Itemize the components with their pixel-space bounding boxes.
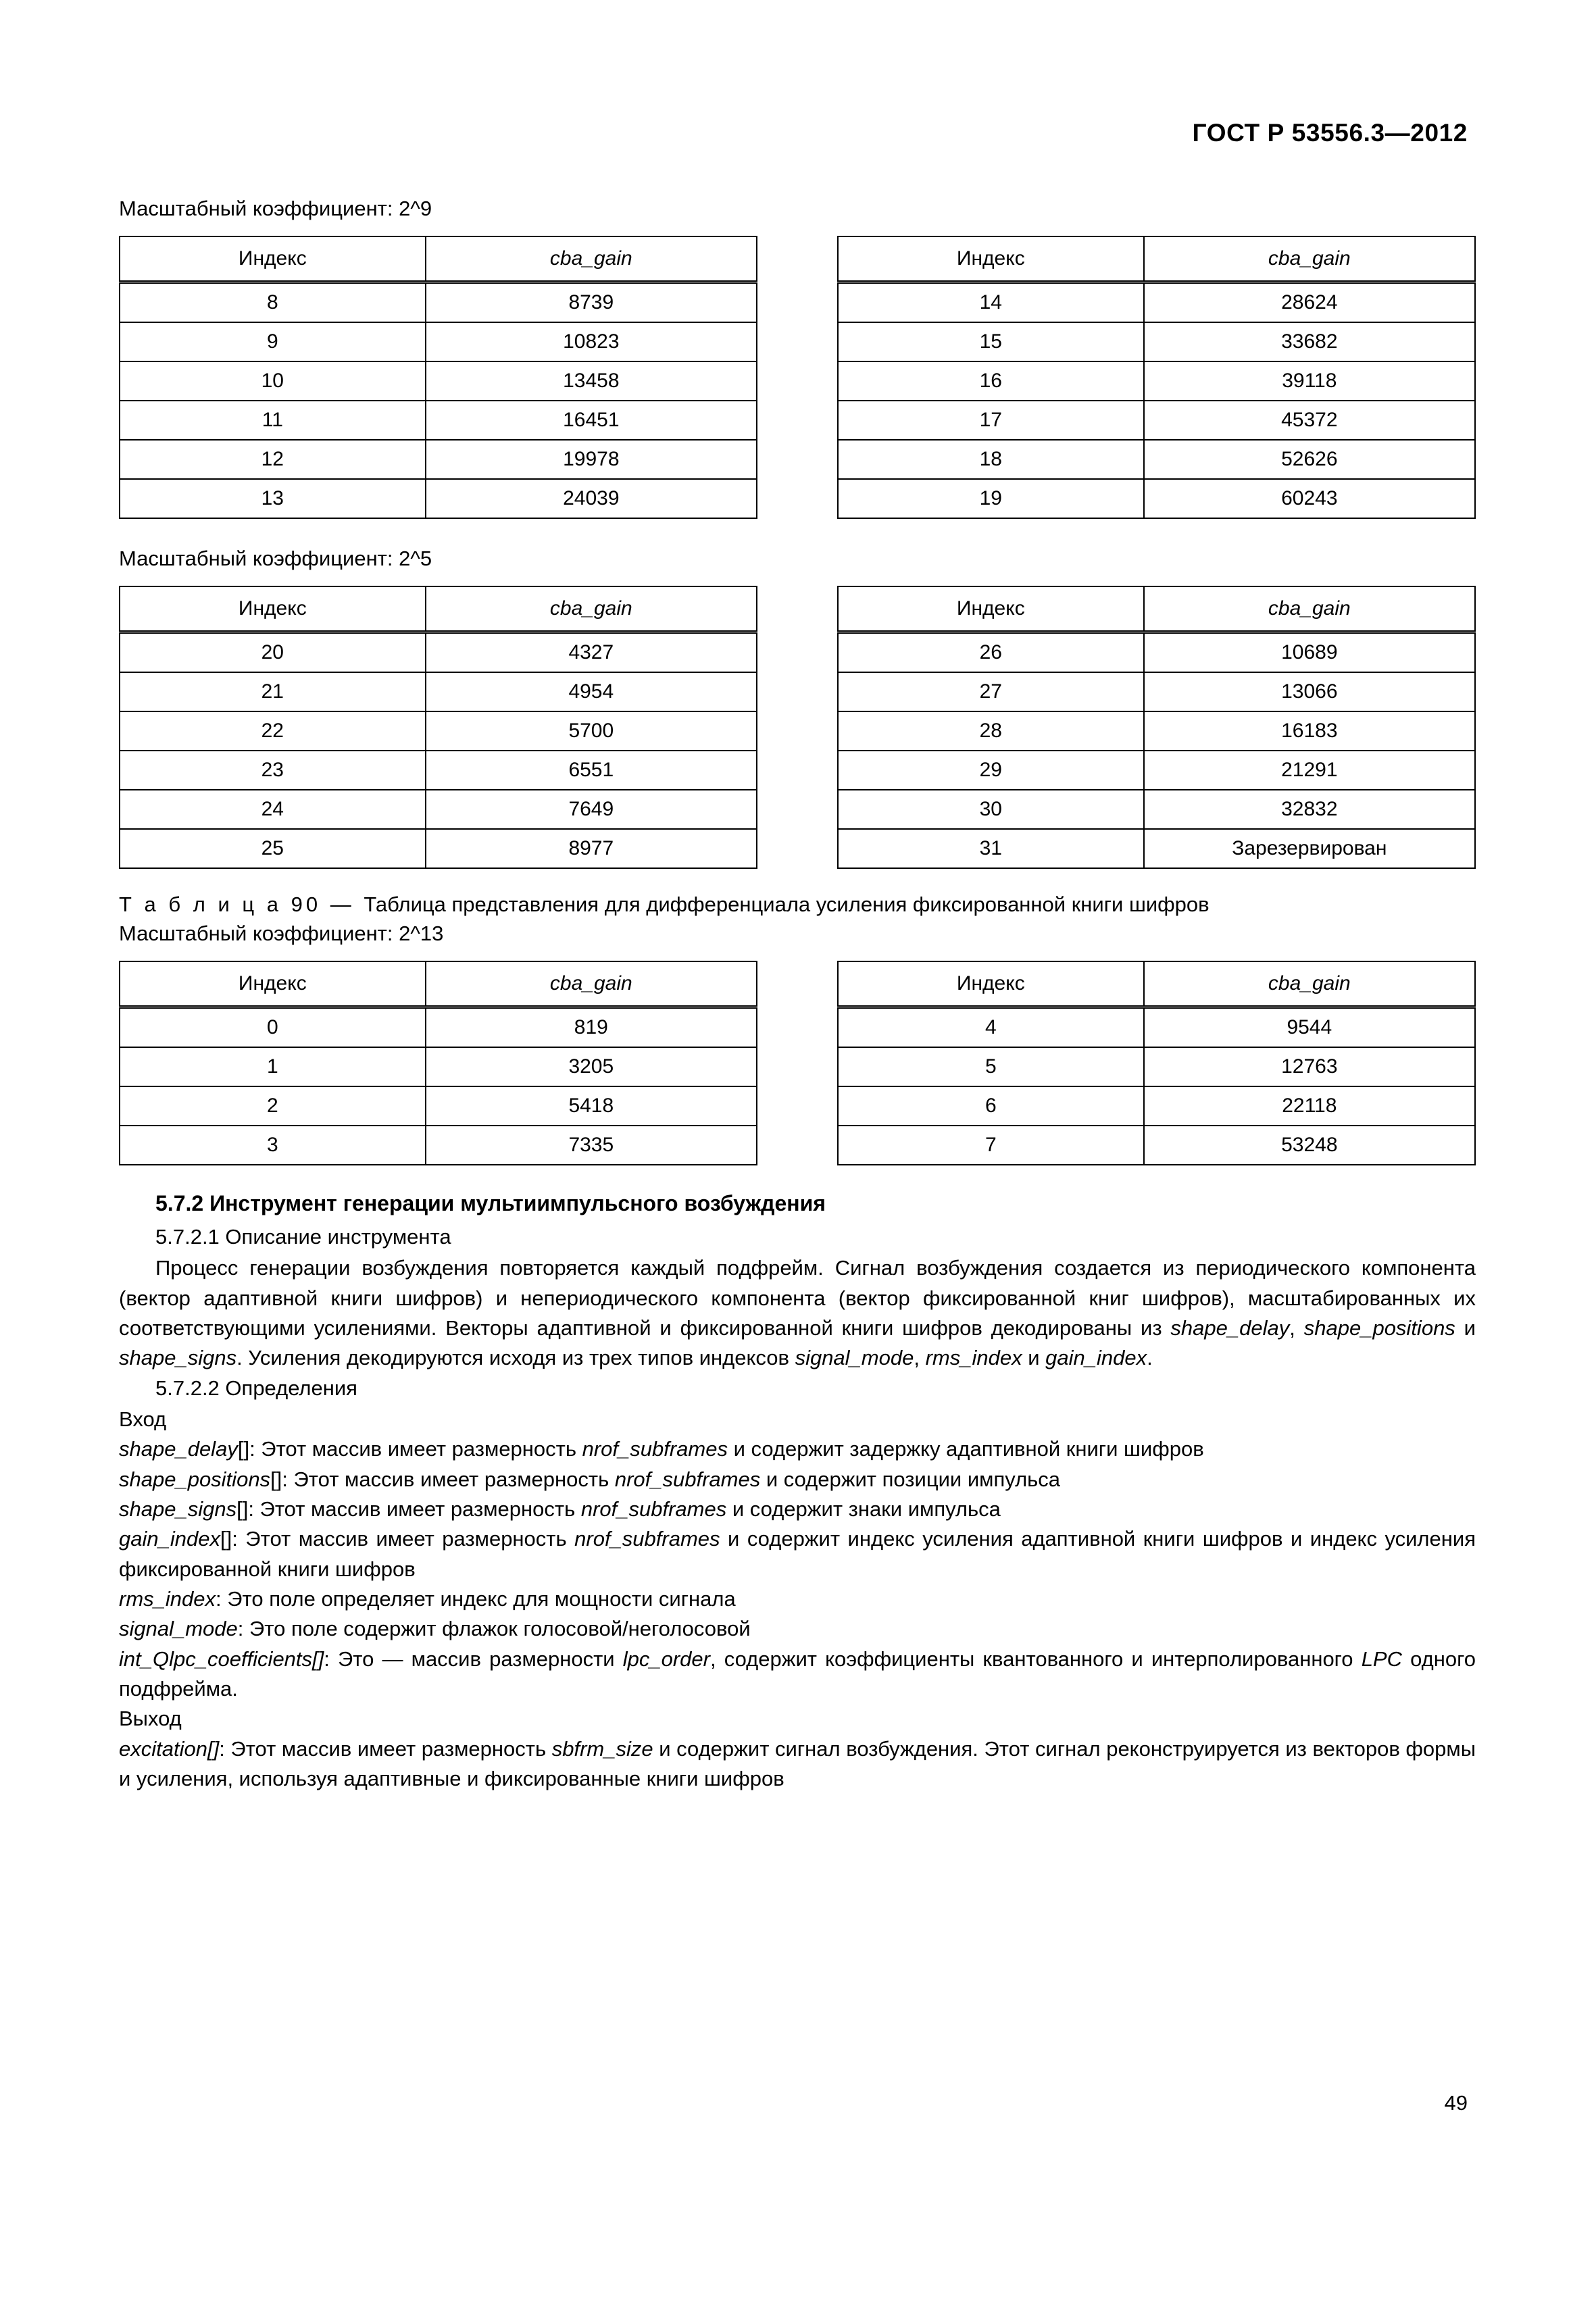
cell-index: 12 (120, 440, 426, 479)
desc-text-1: Процесс генерации возбуждения повторяется каждый подфрейм. Сигнал возбуждения создается из периодического компонента (вектор адаптивной книги шифров) и непериодического компонента (вектор фиксированной книг шифров), масштабированных их соответствующими усилениями. Векторы адаптивной и фиксированной книги шифров декодированы из (119, 1256, 1476, 1340)
page-content (119, 196, 1476, 1794)
cell-gain: 7649 (426, 790, 757, 829)
column-header-index: Индекс (838, 236, 1144, 282)
paragraph-description (119, 1253, 1476, 1373)
table-row (838, 479, 1475, 518)
cell-index: 19 (838, 479, 1144, 518)
cell-gain: 45372 (1144, 401, 1475, 440)
cell-index: 7 (838, 1126, 1144, 1165)
cell-gain: 53248 (1144, 1126, 1475, 1165)
identifier-shape-signs: shape_signs (119, 1346, 237, 1370)
cell-gain: 9544 (1144, 1007, 1475, 1048)
definition-text-2: и содержит индекс усиления адаптивной книги шифров и индекс усиления фиксированной книги шифров (119, 1527, 1476, 1581)
definition-text-3: одного подфрейма. (119, 1646, 1476, 1701)
cell-index: 28 (838, 711, 1144, 751)
table-row (120, 711, 757, 751)
definition-gain-index (119, 1524, 1476, 1584)
identifier-signal-mode: signal_mode (795, 1346, 914, 1370)
definition-text-1: : Это поле определяет индекс для мощности сигнала (216, 1587, 736, 1611)
cell-gain: 4954 (426, 672, 757, 711)
page-number: 49 (1444, 2091, 1468, 2115)
gain-section-2 (119, 546, 1476, 869)
cell-gain: 819 (426, 1007, 757, 1048)
column-header-index: Индекс (120, 236, 426, 282)
column-header-index: Индекс (838, 586, 1144, 632)
scale-factor-label-2: Масштабный коэффициент: 2^5 (119, 547, 432, 571)
definition-text-2: и содержит позиции импульса (760, 1467, 1061, 1491)
identifier-nrof-subframes: nrof_subframes (614, 1467, 761, 1491)
cba-gain-table-3-left (119, 961, 757, 1165)
table-row (838, 1007, 1475, 1048)
column-header-index: Индекс (120, 961, 426, 1007)
definition-text-2: и содержит знаки импульса (726, 1497, 1001, 1521)
cell-index: 18 (838, 440, 1144, 479)
cell-gain: 28624 (1144, 282, 1475, 323)
cell-index: 2 (120, 1086, 426, 1126)
body-text (119, 1188, 1476, 1794)
cell-gain: 16183 (1144, 711, 1475, 751)
table-pair-3 (119, 961, 1476, 1165)
table-row (838, 1047, 1475, 1086)
cell-index: 29 (838, 751, 1144, 790)
definition-shape-positions (119, 1465, 1476, 1494)
table-row (120, 401, 757, 440)
table-row (120, 1086, 757, 1126)
term-signal-mode: signal_mode (119, 1617, 238, 1641)
cell-gain: 13458 (426, 361, 757, 401)
table-row (838, 829, 1475, 868)
cell-index: 23 (120, 751, 426, 790)
cell-index: 3 (120, 1126, 426, 1165)
table-row (838, 790, 1475, 829)
column-header-cba-gain: cba_gain (426, 961, 757, 1007)
cell-gain: 8739 (426, 282, 757, 323)
table-header-row (838, 961, 1475, 1007)
cell-gain: 10823 (426, 322, 757, 361)
definition-text-1: : Этот массив имеет размерность (219, 1736, 552, 1761)
term-suffix: [] (220, 1527, 232, 1551)
definition-text-1: : Этот массив имеет размерность (249, 1437, 582, 1461)
gain-section-3 (119, 892, 1476, 1165)
desc-text-7: . (1147, 1346, 1153, 1370)
identifier-shape-delay: shape_delay (1170, 1316, 1290, 1340)
table-header-row (120, 236, 757, 282)
definition-signal-mode (119, 1614, 1476, 1644)
definition-text-1: : Этот массив имеет размерность (248, 1497, 581, 1521)
cell-gain: 10689 (1144, 632, 1475, 673)
table-90-caption-prefix: Т а б л и ц а 90 — (119, 892, 364, 917)
term-excitation: excitation[] (119, 1736, 220, 1761)
identifier-lpc: LPC (1361, 1646, 1402, 1671)
cell-gain: 3205 (426, 1047, 757, 1086)
desc-text-6: и (1022, 1346, 1046, 1370)
heading-5-7-2: 5.7.2 Инструмент генерации мультиимпульсного возбуждения (155, 1191, 826, 1216)
table-row (838, 751, 1475, 790)
table-row (120, 1007, 757, 1048)
cell-index: 8 (120, 282, 426, 323)
identifier-nrof-subframes: nrof_subframes (580, 1497, 727, 1521)
scale-factor-label-3: Масштабный коэффициент: 2^13 (119, 922, 444, 946)
table-row (838, 440, 1475, 479)
desc-text-3: и (1455, 1316, 1476, 1340)
table-row (120, 790, 757, 829)
identifier-lpc-order: lpc_order (622, 1646, 710, 1671)
table-row (120, 361, 757, 401)
gain-section-1 (119, 196, 1476, 519)
cell-index: 16 (838, 361, 1144, 401)
term-suffix: [] (236, 1497, 249, 1521)
cell-index: 14 (838, 282, 1144, 323)
cell-index: 11 (120, 401, 426, 440)
table-row (120, 672, 757, 711)
table-row (838, 632, 1475, 673)
definition-text-1: : Этот массив имеет размерность (232, 1527, 575, 1551)
table-row (120, 1126, 757, 1165)
column-header-index: Индекс (838, 961, 1144, 1007)
cell-index: 15 (838, 322, 1144, 361)
table-row (120, 829, 757, 868)
definition-text-1: : Это — массив размерности (324, 1646, 623, 1671)
identifier-shape-positions: shape_positions (1303, 1316, 1455, 1340)
cell-gain: 19978 (426, 440, 757, 479)
definition-text-2: и содержит задержку адаптивной книги шифров (728, 1437, 1204, 1461)
table-row (838, 1086, 1475, 1126)
cell-gain: 60243 (1144, 479, 1475, 518)
cell-index: 1 (120, 1047, 426, 1086)
table-row (838, 401, 1475, 440)
desc-text-5: , (914, 1346, 926, 1370)
table-header-row (120, 586, 757, 632)
table-row (120, 1047, 757, 1086)
definition-text-1: : Этот массив имеет размерность (282, 1467, 615, 1491)
cell-gain: 12763 (1144, 1047, 1475, 1086)
definition-text-2: , содержит коэффициенты квантованного и интерполированного (710, 1646, 1362, 1671)
definition-int-qlpc-coefficients (119, 1644, 1476, 1705)
table-header-row (838, 236, 1475, 282)
cba-gain-table-2-left (119, 586, 757, 869)
cell-index: 0 (120, 1007, 426, 1048)
cell-index: 31 (838, 829, 1144, 868)
cell-index: 21 (120, 672, 426, 711)
cell-gain: Зарезервирован (1144, 829, 1475, 868)
table-row (120, 282, 757, 323)
cba-gain-table-1-right (837, 236, 1476, 519)
column-header-index: Индекс (120, 586, 426, 632)
cell-gain: 16451 (426, 401, 757, 440)
desc-text-4: . Усиления декодируются исходя из трех типов индексов (236, 1346, 795, 1370)
cell-index: 25 (120, 829, 426, 868)
column-header-cba-gain: cba_gain (426, 586, 757, 632)
cell-gain: 22118 (1144, 1086, 1475, 1126)
definition-text-1: : Это поле содержит флажок голосовой/неголосовой (237, 1617, 751, 1641)
label-input: Вход (119, 1407, 167, 1432)
column-header-cba-gain: cba_gain (1144, 586, 1475, 632)
label-output: Выход (119, 1707, 182, 1731)
heading-5-7-2-2: 5.7.2.2 Определения (155, 1376, 357, 1400)
cba-gain-table-2-right (837, 586, 1476, 869)
cell-gain: 52626 (1144, 440, 1475, 479)
cba-gain-table-3-right (837, 961, 1476, 1165)
table-header-row (838, 586, 1475, 632)
term-shape-positions: shape_positions (119, 1467, 271, 1491)
cell-gain: 24039 (426, 479, 757, 518)
definition-rms-index (119, 1584, 1476, 1614)
table-90-caption (119, 892, 1476, 918)
definition-excitation (119, 1734, 1476, 1794)
cell-gain: 21291 (1144, 751, 1475, 790)
table-pair-2 (119, 586, 1476, 869)
identifier-nrof-subframes: nrof_subframes (574, 1527, 720, 1551)
table-row (120, 440, 757, 479)
cell-index: 24 (120, 790, 426, 829)
standard-header: ГОСТ Р 53556.3—2012 (1192, 119, 1468, 147)
term-suffix: [] (270, 1467, 282, 1491)
identifier-sbfrm-size: sbfrm_size (551, 1736, 653, 1761)
desc-text-2: , (1289, 1316, 1304, 1340)
cell-index: 20 (120, 632, 426, 673)
table-row (838, 322, 1475, 361)
scale-factor-label-1: Масштабный коэффициент: 2^9 (119, 197, 432, 220)
cell-index: 5 (838, 1047, 1144, 1086)
cell-index: 22 (120, 711, 426, 751)
definition-text-2: и содержит сигнал возбуждения. Этот сигнал реконструируется из векторов формы и усиления, используя адаптивные и фиксированные книги шифров (119, 1736, 1476, 1790)
identifier-rms-index: rms_index (925, 1346, 1022, 1370)
cell-index: 26 (838, 632, 1144, 673)
term-shape-signs: shape_signs (119, 1497, 237, 1521)
cell-gain: 5418 (426, 1086, 757, 1126)
column-header-cba-gain: cba_gain (1144, 961, 1475, 1007)
term-gain-index: gain_index (119, 1527, 220, 1551)
table-row (120, 322, 757, 361)
cell-index: 27 (838, 672, 1144, 711)
cell-gain: 5700 (426, 711, 757, 751)
cell-index: 4 (838, 1007, 1144, 1048)
cell-index: 6 (838, 1086, 1144, 1126)
cell-gain: 33682 (1144, 322, 1475, 361)
table-row (838, 282, 1475, 323)
heading-5-7-2-1: 5.7.2.1 Описание инструмента (155, 1225, 451, 1249)
cell-index: 17 (838, 401, 1144, 440)
identifier-nrof-subframes: nrof_subframes (582, 1437, 728, 1461)
term-shape-delay: shape_delay (119, 1437, 238, 1461)
cell-gain: 4327 (426, 632, 757, 673)
table-row (838, 711, 1475, 751)
column-header-cba-gain: cba_gain (1144, 236, 1475, 282)
cell-index: 10 (120, 361, 426, 401)
cba-gain-table-1-left (119, 236, 757, 519)
table-row (838, 1126, 1475, 1165)
definition-shape-signs (119, 1494, 1476, 1524)
column-header-cba-gain: cba_gain (426, 236, 757, 282)
table-header-row (120, 961, 757, 1007)
table-row (838, 361, 1475, 401)
table-row (120, 479, 757, 518)
table-row (838, 672, 1475, 711)
cell-index: 9 (120, 322, 426, 361)
cell-index: 13 (120, 479, 426, 518)
table-90-caption-text: Таблица представления для дифференциала усиления фиксированной книги шифров (364, 892, 1210, 917)
term-suffix: [] (237, 1437, 250, 1461)
identifier-gain-index: gain_index (1045, 1346, 1147, 1370)
cell-index: 30 (838, 790, 1144, 829)
cell-gain: 32832 (1144, 790, 1475, 829)
term-int-qlpc-coefficients: int_Qlpc_coefficients[] (119, 1646, 324, 1671)
table-row (120, 751, 757, 790)
term-rms-index: rms_index (119, 1587, 216, 1611)
table-pair-1 (119, 236, 1476, 519)
cell-gain: 7335 (426, 1126, 757, 1165)
cell-gain: 8977 (426, 829, 757, 868)
cell-gain: 39118 (1144, 361, 1475, 401)
definition-shape-delay (119, 1434, 1476, 1464)
table-row (120, 632, 757, 673)
cell-gain: 6551 (426, 751, 757, 790)
cell-gain: 13066 (1144, 672, 1475, 711)
